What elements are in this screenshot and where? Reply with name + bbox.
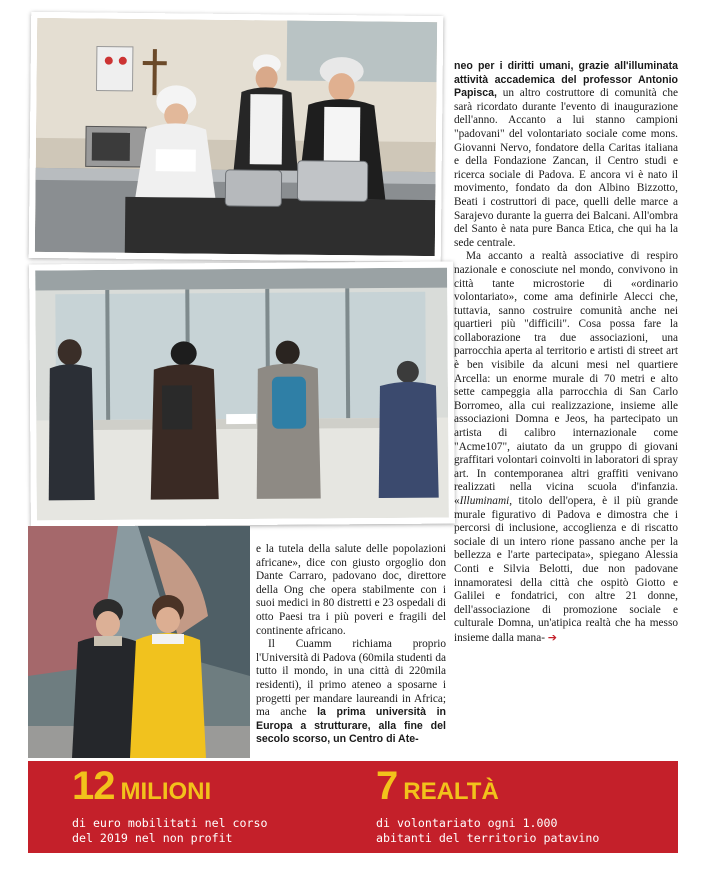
paragraph-text: , titolo dell'opera, è il più grande murale figurativo di Padova e dimostra che i percorsi di inclusione, accoglienza e di riscatto sociale di un intero rione passano anche per la bellezza e l'arte partecipata», spiegano Alessia Conti e Silvia Belotti, due non padovane innamoratesi della città che ospitò Giotto e Galilei e fondatrici, con altre 21 donne, dell'associazione di promozione sociale e culturale Domna, un'atipica realtà che ha messo insieme dalla mana-	[454, 495, 678, 644]
stat-caption	[376, 816, 599, 846]
article-paragraph	[256, 543, 446, 638]
photo-kitchen-volunteers	[29, 12, 444, 262]
stat-unit: REALTÀ	[403, 778, 499, 805]
stat-headline	[376, 764, 599, 814]
stat-caption-line: abitanti del territorio patavino	[376, 831, 600, 845]
stats-band	[28, 761, 678, 853]
paragraph-text: e la tutela della salute delle popolazioni africane», dice con giusto orgoglio don Dante Carraro, padovano doc, direttore della Ong che opera stabilmente con i suoi medici in 80 distretti e 23 ospedali di otto Paesi tra i più poveri e fragili del continente africano.	[256, 543, 446, 637]
bold-lead-text: neo per i diritti umani, grazie all'illuminata attività accademica del professor Antonio Papisca,	[454, 60, 678, 100]
paragraph-text: un altro costruttore di comunità che sarà ricordato durante l'evento di inaugurazione dell'anno. Accanto a lui stanno campioni "padovani" del volontariato sociale come mons. Giovanni Nervo, fondatore della Caritas italiana e della Fondazione Zancan, il Centro studi e ricerca sociale di Padova. E ancora vi è nato il movimento, fondato da don Albino Bizzotto, Beati i costruttori di pace, quelli delle marce a Sarajevo durante la guerra dei Balcani. All'ombra del Santo è nata pure Banca Etica, che qui ha la sede centrale.	[454, 87, 678, 249]
stat-headline	[72, 764, 267, 814]
stat-caption-line: di euro mobilitati nel corso	[72, 816, 268, 830]
stat-block	[376, 764, 600, 846]
stat-caption-line: di volontariato ogni 1.000	[376, 816, 558, 830]
article-paragraph	[454, 250, 678, 645]
continue-arrow-icon: ➔	[547, 630, 558, 644]
paragraph-text: Ma accanto a realtà associative di respiro nazionale e conosciute nel mondo, convivono in città tante microstorie di «ordinario volontariato», come ama definirle Alecci che, tuttavia, sanno costruire comunità anche nei quartieri più "difficili". Cosa possa fare la collaborazione tra due associazioni, una parrocchia aperta al territorio e artisti di street art è ben visibile da alcuni mesi nel quartiere Arcella: un enorme murale di 70 metri e alto sette campeggia alla parrocchia di San Carlo Borromeo, alla cui realizzazione, insieme alle associazioni Domna e Jeos, ha partecipato un artista di calibro internazionale come "Acme107", aiutato da un gruppo di giovani graffitari volontari coinvolti in laboratori di spray art. In contemporanea altri graffiti venivano realizzati nella vicina scuola d'infanzia. «	[454, 250, 678, 507]
stat-number: 7	[376, 764, 398, 808]
article-column-left	[256, 543, 446, 747]
photo-mural-founders	[28, 526, 250, 758]
stat-caption-line: del 2019 nel non profit	[72, 831, 233, 845]
article-column-right	[454, 60, 678, 646]
stat-caption	[72, 816, 267, 846]
stat-number: 12	[72, 764, 115, 808]
article-paragraph	[256, 638, 446, 747]
article-paragraph	[454, 60, 678, 250]
photo-canteen-counter	[29, 262, 455, 527]
stat-block	[72, 764, 268, 846]
kitchen-illustration	[35, 18, 437, 256]
mural-illustration	[28, 526, 250, 758]
paragraph-text: Il Cuamm richiama proprio l'Università di Padova (60mila studenti da tutto il mondo, in una città di 220mila residenti), il primo ateneo a sposarne i progetti per mandare laureandi in Africa; ma anche	[256, 638, 446, 719]
stat-unit: MILIONI	[120, 778, 212, 805]
canteen-illustration	[35, 268, 449, 521]
artwork-title: Illuminami	[459, 495, 510, 507]
bold-emphasis-text: la prima università in Europa a strutturare, alla fine del secolo scorso, un Centro di Ate-	[256, 706, 446, 746]
